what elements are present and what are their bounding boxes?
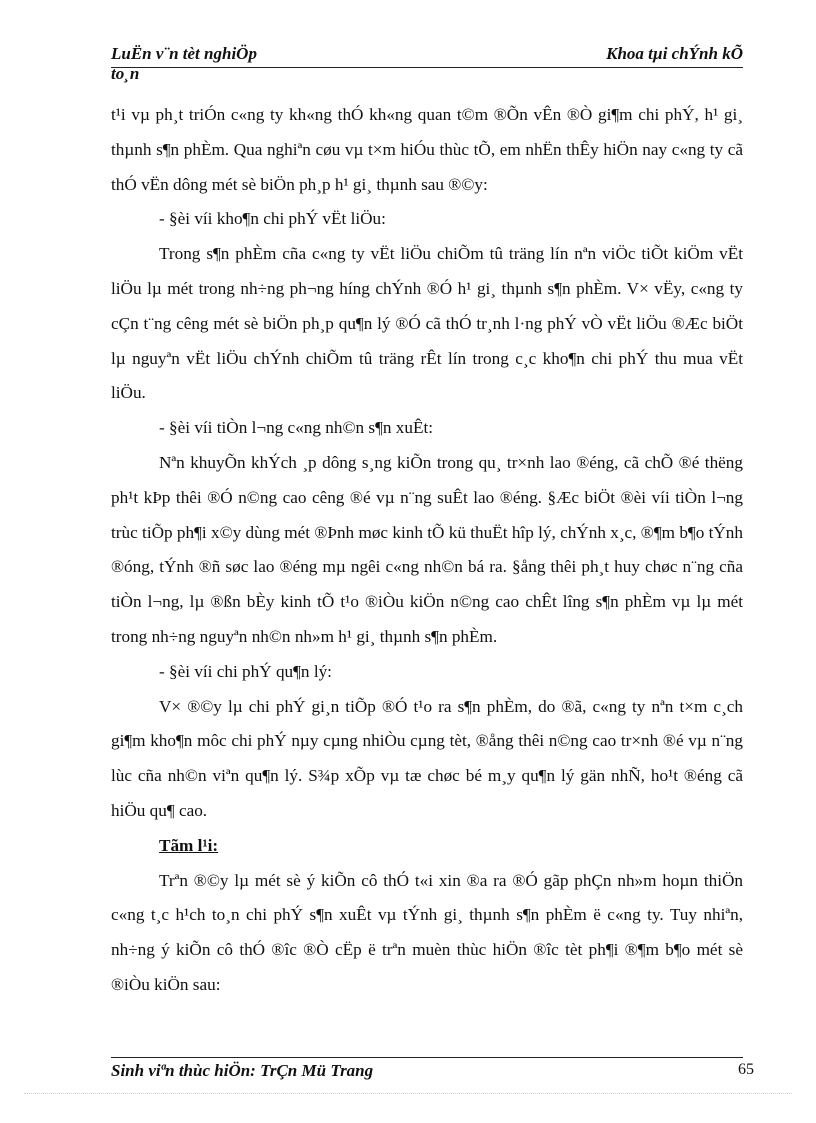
paragraph-materials: Trong s¶n phÈm cña c«ng ty vËt liÖu chiÕm tû träng lín nªn viÖc tiÕt kiÖm vËt liÖu lµ mét trong nh÷ng ph¬ng híng chÝnh ®Ó h¹ gi¸ thµnh s¶n phÈm. V× vËy, c«ng ty cÇn t¨ng cêng mét sè biÖn ph¸p qu¶n lý ®Ó cã thÓ tr¸nh l·ng phÝ vÒ vËt liÖu ®Æc biÖt lµ nguyªn vËt liÖu chÝnh chiÕm tû träng rÊt lín trong c¸c kho¶n chi phÝ thu mua vËt liÖu. [111,244,743,403]
page-body [111,98,743,1003]
paragraph-intro: t¹i vµ ph¸t triÓn c«ng ty kh«ng thÓ kh«ng quan t©m ®Õn vÊn ®Ò gi¶m chi phÝ, h¹ gi¸ thµnh s¶n phÈm. Qua nghiªn cøu vµ t×m hiÓu thùc tÕ, em nhËn thÊy hiÖn nay c«ng ty cã thÓ vËn dông mét sè biÖn ph¸p h¹ gi¸ thµnh sau ®©y: [111,105,743,194]
item-heading-materials: - §èi víi kho¶n chi phÝ vËt liÖu: [159,209,386,229]
footer-author: Sinh viªn thùc hiÖn: TrÇn Mü Trang [111,1061,374,1080]
header-faculty-continued: to¸n [111,64,140,83]
paragraph-summary: Trªn ®©y lµ mét sè ý kiÕn cô thÓ t«i xin ®a ra ®Ó gãp phÇn nh»m hoµn thiÖn c«ng t¸c h¹ch to¸n chi phÝ s¶n xuÊt vµ tÝnh gi¸ thµnh s¶n phÈm ë c«ng ty. Tuy nhiªn, nh÷ng ý kiÕn cô thÓ ®îc ®Ò cËp ë trªn muèn thùc hiÖn ®îc tèt ph¶i ®¶m b¶o mét sè ®iÒu kiÖn sau: [111,870,743,994]
item-heading-management: - §èi víi chi phÝ qu¶n lý: [159,661,332,681]
header-rule [111,67,743,68]
summary-heading [111,829,743,864]
footer-rule [111,1057,743,1058]
header-faculty: Khoa tµi chÝnh kÕ [606,44,743,63]
page-number: 65 [738,1061,754,1078]
page-bottom-border [24,1093,792,1094]
paragraph-management: V× ®©y lµ chi phÝ gi¸n tiÕp ®Ó t¹o ra s¶n phÈm, do ®ã, c«ng ty nªn t×m c¸ch gi¶m kho¶n môc chi phÝ nµy cµng nhiÒu cµng tèt, ®ång thêi n©ng cao tr×nh ®é vµ n¨ng lùc cña nh©n viªn qu¶n lý. S¾p xÕp vµ tæ chøc bé m¸y qu¶n lý gän nhÑ, ho¹t ®éng cã hiÖu qu¶ cao. [111,696,743,820]
page-header [111,44,743,68]
summary-heading-text: Tãm l¹i: [159,835,219,855]
header-thesis-title: LuËn v¨n tèt nghiÖp [111,44,257,63]
paragraph-wages: Nªn khuyÕn khÝch ¸p dông s¸ng kiÕn trong qu¸ tr×nh lao ®éng, cã chÕ ®é thëng ph¹t kÞp thêi ®Ó n©ng cao cêng ®é vµ n¨ng suÊt lao ®éng. §Æc biÖt ®èi víi tiÒn l¬ng trùc tiÕp ph¶i x©y dùng mét ®Þnh møc kinh tÕ kü thuËt hîp lý, chÝnh x¸c, ®¶m b¶o tÝnh ®óng, tÝnh ®ñ søc lao ®éng mµ ngêi c«ng nh©n bá ra. §ång thêi ph¸t huy chøc n¨ng cña tiÒn l¬ng, lµ ®ßn bÈy kinh tÕ t¹o ®iÒu kiÖn n©ng cao chÊt lîng s¶n phÈm vµ lµ mét trong nh÷ng nguyªn nh©n nh»m h¹ gi¸ thµnh s¶n phÈm. [111,452,743,646]
item-heading-wages: - §èi víi tiÒn l¬ng c«ng nh©n s¶n xuÊt: [159,418,434,438]
